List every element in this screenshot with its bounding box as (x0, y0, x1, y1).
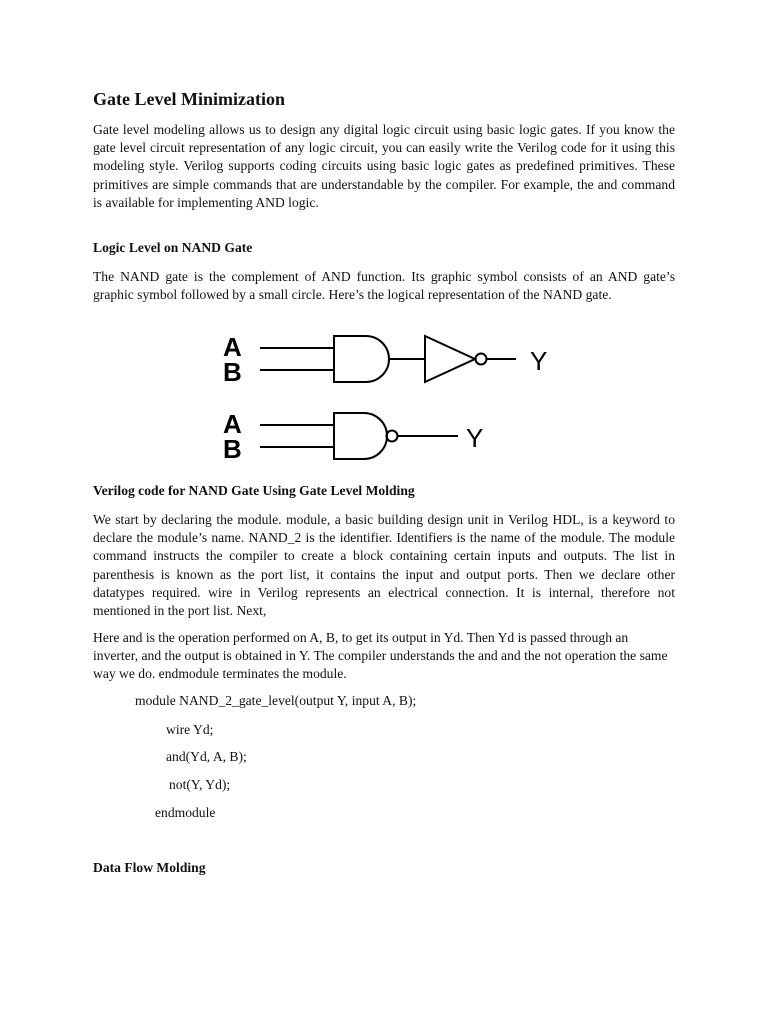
top-output-label: Y (530, 346, 548, 376)
section-heading-nand-logic: Logic Level on NAND Gate (93, 240, 253, 255)
nand-bubble (387, 431, 398, 442)
code-line-and: and(Yd, A, B); (166, 749, 247, 764)
code-line-module: module NAND_2_gate_level(output Y, input A, B); (135, 693, 417, 708)
page-title: Gate Level Minimization (93, 89, 285, 109)
intro-paragraph: Gate level modeling allows us to design any digital logic circuit using basic logic gates. If you know the gate level circuit representation of any logic circuit, you can easily write the Verilog code for it using this modeling style. Verilog supports coding circuits using basic logic gates as predefined primitives. These primitives are simple commands that are understandable by the compiler. For example, the and command is available for implementing AND logic. (93, 122, 675, 210)
nand-description-paragraph: The NAND gate is the complement of AND function. Its graphic symbol consists of an AND gate’s graphic symbol followed by a small circle. Here’s the logical representation of the NAND gate. (93, 269, 675, 303)
bottom-input-b-label: B (223, 434, 242, 464)
nand-gate-symbol (334, 413, 387, 459)
code-line-not: not(Y, Yd); (169, 777, 231, 792)
operation-explanation-paragraph: Here and is the operation performed on A, B, to get its output in Yd. Then Yd is passed through an inverter, and the output is obtained in Y. The compiler understands the and and the not operation the same way we do. endmodule terminates the module. (93, 630, 668, 682)
code-line-endmodule: endmodule (155, 805, 216, 820)
code-line-wire: wire Yd; (166, 722, 214, 737)
section-heading-data-flow: Data Flow Molding (93, 860, 206, 875)
section-heading-verilog-gate-level: Verilog code for NAND Gate Using Gate Level Molding (93, 483, 415, 498)
and-gate-symbol (334, 336, 389, 382)
inverter-symbol (425, 336, 475, 382)
bottom-input-a-label: A (223, 409, 242, 439)
verilog-explanation-paragraph: We start by declaring the module. module, a basic building design unit in Verilog HDL, is a keyword to declare the module’s name. NAND_2 is the identifier. Identifiers is the name of the module. The module command instructs the compiler to create a block containing certain inputs and outputs. The list in parenthesis is known as the port list, it contains the input and output ports. Then we declare other datatypes required. wire in Verilog represents an electrical connection. It is internal, therefore not mentioned in the port list. Next, (93, 512, 675, 619)
bottom-output-label: Y (466, 423, 484, 453)
top-input-b-label: B (223, 357, 242, 387)
top-input-a-label: A (223, 332, 242, 362)
